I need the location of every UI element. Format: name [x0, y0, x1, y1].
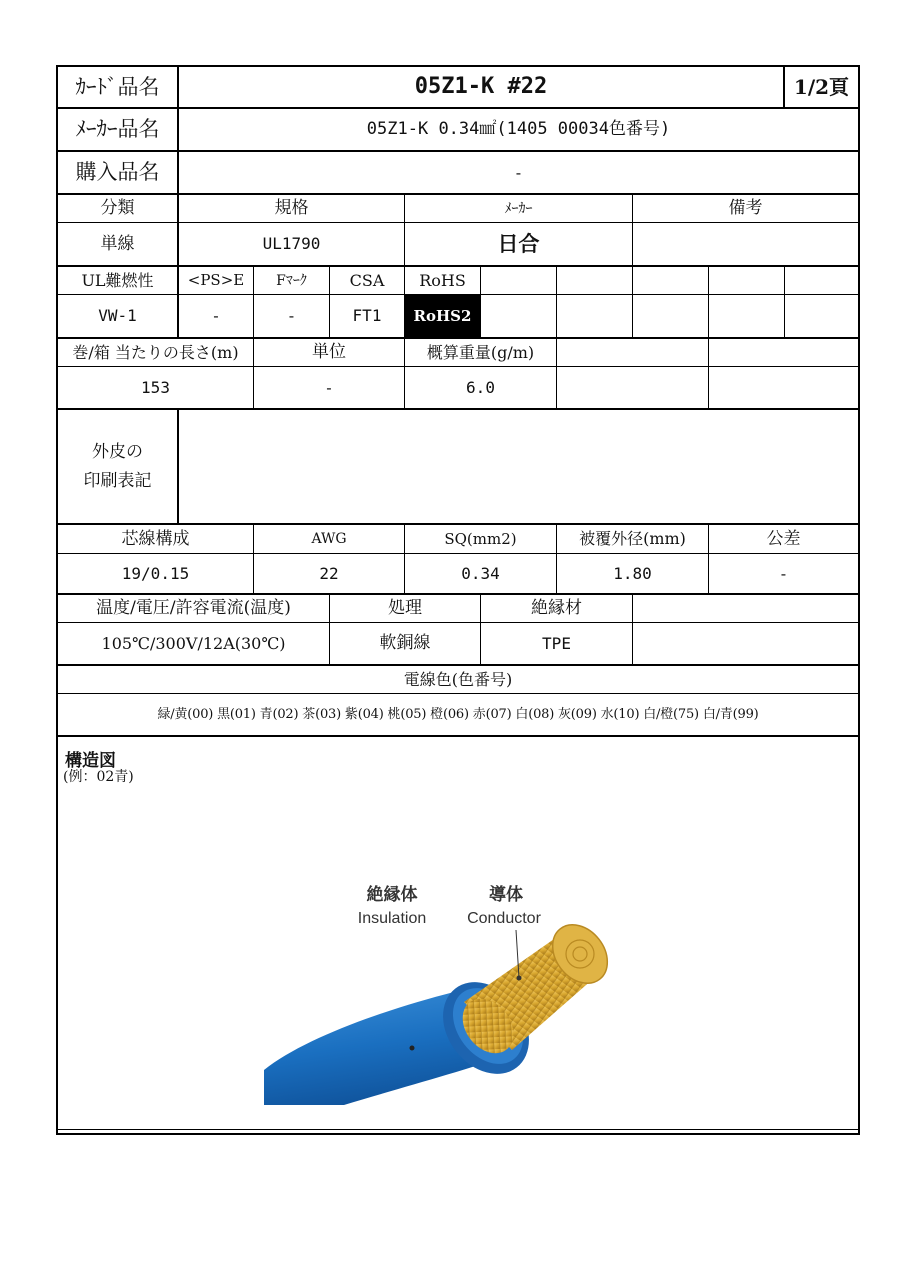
vline — [632, 593, 633, 665]
wire-colors-header: 電線色(色番号) — [403, 669, 513, 689]
structure-title: 構造図 — [65, 751, 116, 771]
ul-flame-value: VW-1 — [98, 306, 137, 325]
wire-colors-value: 緑/黄(00) 黒(01) 青(02) 茶(03) 紫(04) 桃(05) 橙(06) 赤(07) 白(08) 灰(09) 水(10) 白/橙(75) 白/青(99) — [157, 707, 759, 722]
vline — [708, 265, 709, 337]
border-bottom-2 — [56, 1133, 860, 1135]
card-name-label: ｶｰﾄﾞ品名 — [75, 74, 160, 99]
vline — [708, 337, 709, 409]
rohs-header: RoHS — [419, 270, 466, 290]
conductor-en-label: Conductor — [467, 910, 541, 927]
card-name-value: 05Z1-K #22 — [414, 74, 548, 99]
maker-name-label: ﾒｰｶｰ品名 — [75, 117, 160, 141]
vline — [556, 337, 557, 409]
awg-value: 22 — [319, 563, 339, 583]
weight-header: 概算重量(g/m) — [426, 342, 535, 362]
border-right — [858, 65, 860, 1135]
sq-value: 0.34 — [461, 563, 500, 583]
unit-header: 単位 — [312, 342, 346, 362]
insulation-en-label: Insulation — [357, 910, 427, 927]
purchase-name-label: 購入品名 — [75, 160, 160, 184]
csa-header: CSA — [349, 270, 385, 290]
conductor-leader-dot — [517, 976, 522, 981]
vline — [480, 265, 481, 337]
maker-value: 日合 — [497, 231, 540, 256]
fmark-header: Fﾏｰｸ — [276, 272, 307, 289]
page-number: 1/2頁 — [793, 75, 850, 99]
pse-value: - — [213, 306, 219, 325]
od-value: 1.80 — [613, 563, 652, 583]
hline — [56, 735, 860, 737]
border-bottom — [56, 1129, 860, 1130]
purchase-name-value: - — [515, 162, 522, 182]
insulation-jp-label: 絶縁体 — [366, 885, 418, 905]
rohs-badge: RoHS2 — [405, 295, 480, 337]
length-value: 153 — [141, 377, 170, 397]
insulation-leader-dot — [410, 1046, 415, 1051]
length-header: 巻/箱 当たりの長さ(m) — [72, 342, 239, 362]
maker-header: ﾒｰｶｰ — [504, 200, 533, 217]
csa-value: FT1 — [352, 306, 382, 325]
remarks-value — [633, 223, 858, 265]
standard-header: 規格 — [274, 198, 309, 218]
print-marking-line1: 外皮の — [92, 441, 143, 462]
cable-diagram — [264, 810, 624, 1105]
ul-flame-header: UL難燃性 — [81, 270, 154, 290]
conductor-jp-label: 導体 — [489, 885, 523, 905]
insulation-header: 絶縁材 — [531, 598, 582, 618]
treatment-value: 軟銅線 — [379, 633, 431, 653]
maker-name-value: 05Z1-K 0.34㎟(1405 00034色番号) — [366, 119, 671, 139]
print-marking-line2: 印刷表記 — [83, 470, 152, 491]
awg-header: AWG — [311, 531, 347, 547]
category-value: 単線 — [100, 233, 135, 254]
standard-value: UL1790 — [262, 234, 321, 253]
print-marking-value — [179, 410, 858, 523]
temp-value: 105℃/300V/12A(30℃) — [101, 633, 286, 653]
spec-card — [56, 65, 860, 1135]
tolerance-value: - — [780, 563, 787, 583]
pse-header: <PS>E — [187, 271, 245, 289]
structure-note: (例：02青) — [63, 769, 134, 785]
insulation-value: TPE — [542, 633, 571, 653]
category-header: 分類 — [100, 198, 135, 218]
sq-header: SQ(mm2) — [444, 529, 517, 548]
tolerance-header: 公差 — [766, 528, 801, 549]
weight-value: 6.0 — [466, 377, 495, 397]
print-marking-label — [58, 410, 177, 523]
core-header: 芯線構成 — [121, 528, 190, 549]
vline — [556, 265, 557, 337]
temp-header: 温度/電圧/許容電流(温度) — [96, 598, 291, 618]
remarks-header: 備考 — [728, 198, 763, 218]
unit-value: - — [326, 377, 332, 397]
od-header: 被覆外径(mm) — [579, 529, 686, 548]
fmark-value: - — [288, 306, 295, 325]
core-value: 19/0.15 — [121, 563, 190, 583]
treatment-header: 処理 — [388, 598, 422, 618]
vline — [784, 265, 785, 337]
